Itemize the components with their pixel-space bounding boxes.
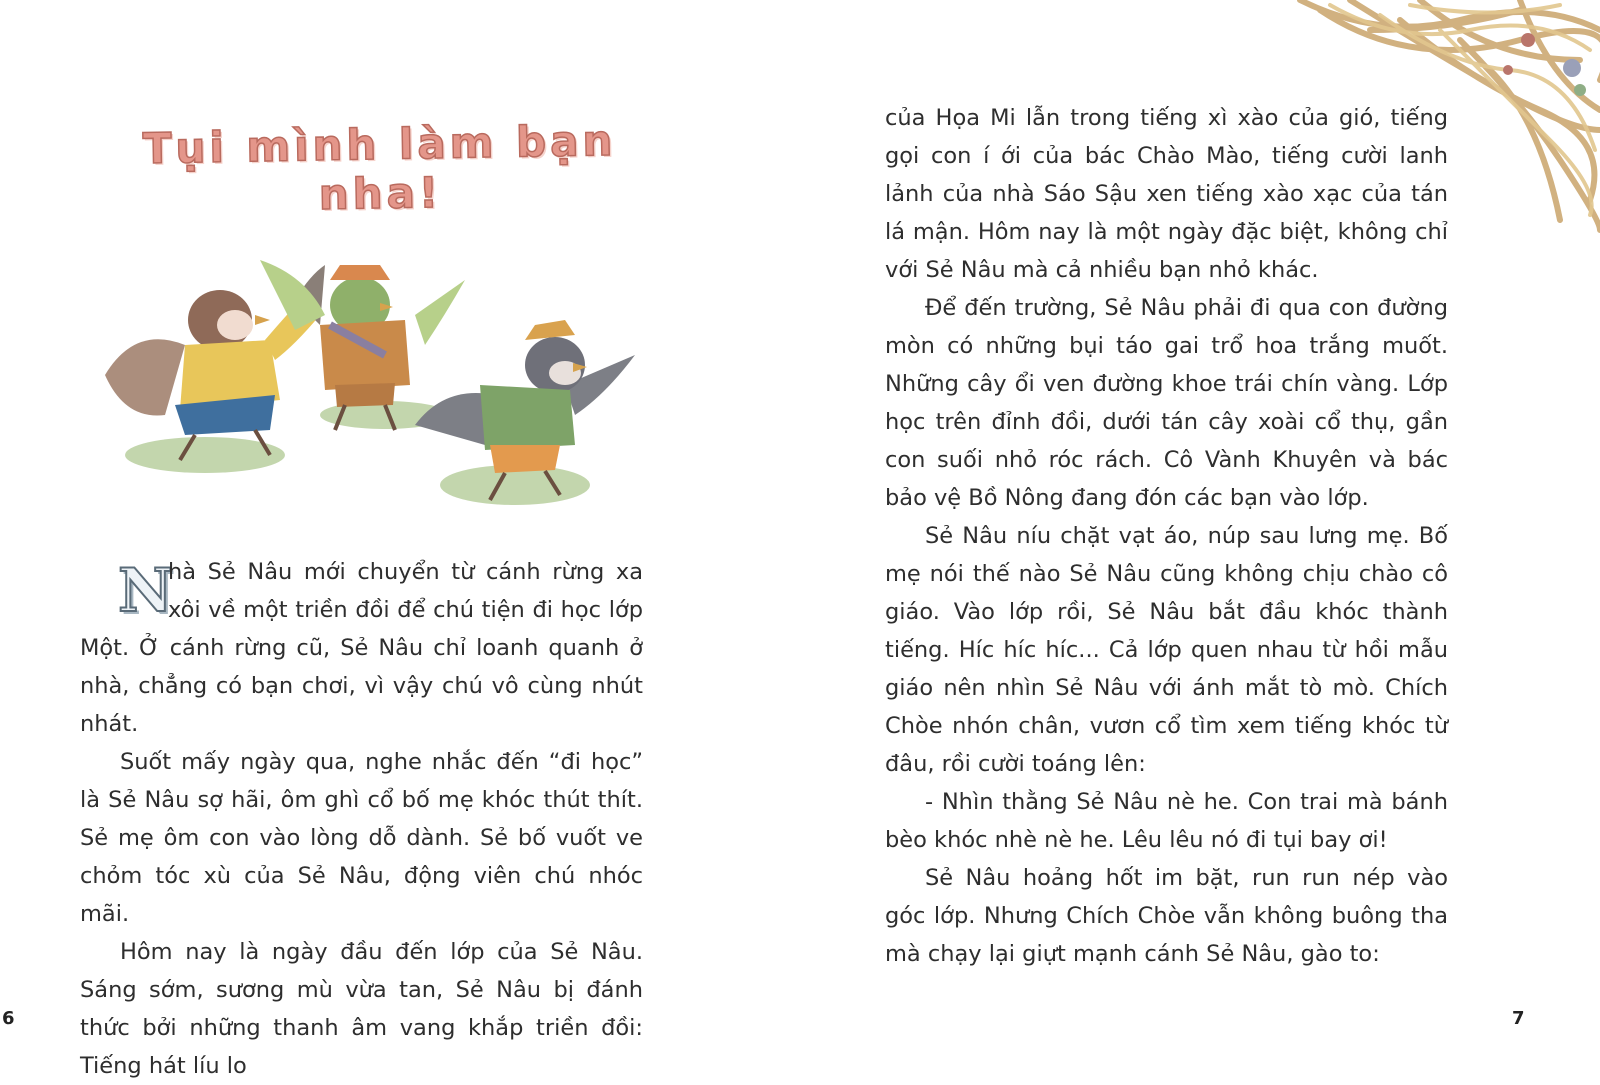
paragraph: Suốt mấy ngày qua, nghe nhắc đến “đi học” là Sẻ Nâu sợ hãi, ôm ghì cổ bố mẹ khóc thút thít. Sẻ mẹ ôm con vào lòng dỗ dành. Sẻ bố vuốt ve chỏm tóc xù của Sẻ Nâu, động viên chú nhóc mãi. (80, 749, 643, 927)
paragraph: Hôm nay là ngày đầu đến lớp của Sẻ Nâu. Sáng sớm, sương mù vừa tan, Sẻ Nâu bị đánh thức bởi những thanh âm vang khắp triền đồi: Tiếng hát líu lo (80, 939, 643, 1079)
paragraph: Để đến trường, Sẻ Nâu phải đi qua con đường mòn có những bụi táo gai trổ hoa trắng muốt. Những cây ổi ven đường khoe trái chín vàng. Lớp học trên đỉnh đồi, dưới tán cây xoài cổ thụ, gần con suối nhỏ róc rách. Cô Vành Khuyên và bác bảo vệ Bồ Nông đang đón các bạn vào lớp. (885, 295, 1448, 511)
page-number-right: 7 (1512, 1008, 1525, 1029)
birds-illustration (95, 245, 655, 535)
paragraph: Sẻ Nâu níu chặt vạt áo, núp sau lưng mẹ. Bố mẹ nói thế nào Sẻ Nâu cũng không chịu chào cô giáo. Vào lớp rồi, Sẻ Nâu bắt đầu khóc thành tiếng. Híc híc híc... Cả lớp quen nhau từ hồi mẫu giáo nên nhìn Sẻ Nâu với ánh mắt tò mò. Chích Chòe nhón chân, vươn cổ tìm xem tiếng khóc từ đâu, rồi cười toáng lên: (885, 523, 1448, 777)
story-title: Tụi mình làm bạn nha! (142, 115, 617, 220)
drop-cap: N (118, 556, 173, 626)
paragraph: Sẻ Nâu hoảng hốt im bặt, run run nép vào góc lớp. Nhưng Chích Chòe vẫn không buông tha mà chạy lại giựt mạnh cánh Sẻ Nâu, gào to: (885, 865, 1448, 967)
paragraph: của Họa Mi lẫn trong tiếng xì xào của gió, tiếng gọi con í ới của bác Chào Mào, tiếng cười lanh lảnh của nhà Sáo Sậu xen tiếng xào xạc của tán lá mận. Hôm nay là một ngày đặc biệt, không chỉ với Sẻ Nâu mà cả nhiều bạn nhỏ khác. (885, 105, 1448, 283)
left-page-text (80, 553, 643, 1085)
right-page-text (885, 99, 1448, 973)
page-number-left: 6 (2, 1008, 15, 1029)
paragraph: - Nhìn thằng Sẻ Nâu nè he. Con trai mà bánh bèo khóc nhè nè he. Lêu lêu nó đi tụi bay ơi! (885, 789, 1448, 853)
paragraph-text: hà Sẻ Nâu mới chuyển từ cánh rừng xa xôi về một triền đồi để chú tiện đi học lớp Một. Ở cánh rừng cũ, Sẻ Nâu chỉ loanh quanh ở nhà, chẳng có bạn chơi, vì vậy chú vô cùng nhút nhát. (80, 559, 643, 737)
paragraph (80, 553, 643, 743)
